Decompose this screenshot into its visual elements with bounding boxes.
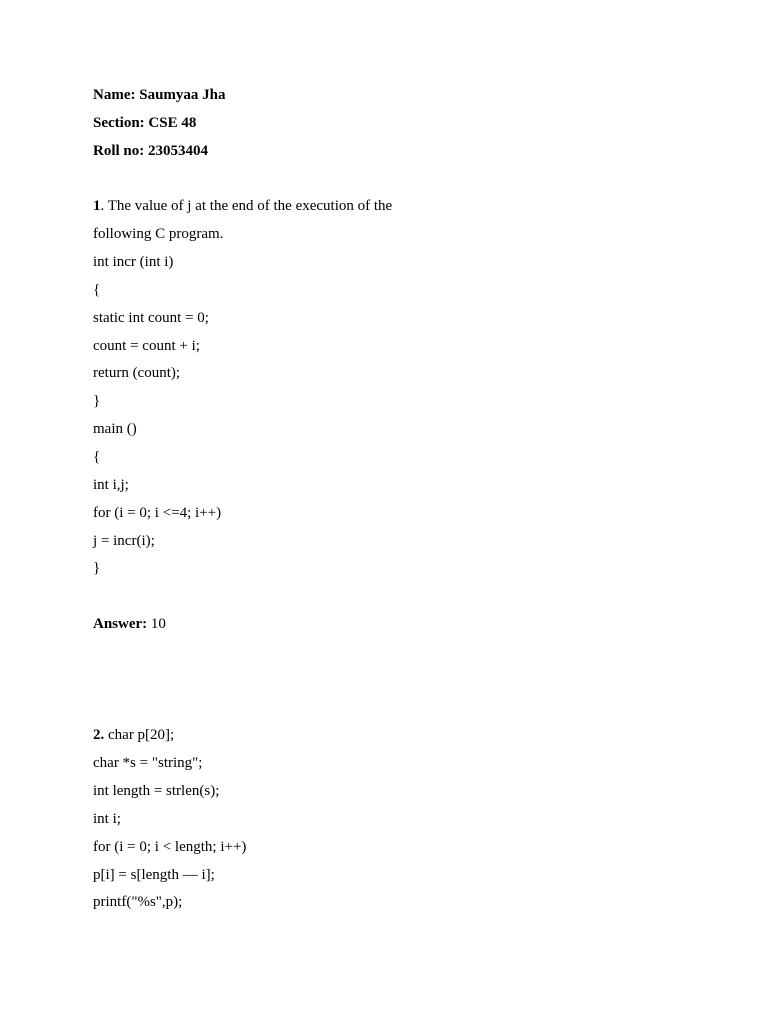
code-line: } bbox=[93, 393, 101, 410]
roll-line bbox=[93, 138, 693, 166]
q1-text-line2: following C program. bbox=[93, 226, 224, 243]
code-line: main () bbox=[93, 421, 137, 438]
code-line: int i; bbox=[93, 810, 121, 827]
code-line: static int count = 0; bbox=[93, 309, 209, 326]
answer-value: 10 bbox=[147, 616, 166, 633]
code-line: count = count + i; bbox=[93, 337, 200, 354]
code-line: char *s = "string"; bbox=[93, 755, 203, 772]
roll-label: Roll no: bbox=[93, 142, 145, 159]
spacer bbox=[93, 166, 693, 194]
code-line: return (count); bbox=[93, 365, 181, 382]
q1-text: . The value of j at the end of the execution of the bbox=[100, 198, 393, 215]
spacer bbox=[93, 583, 693, 611]
document-page bbox=[93, 82, 693, 917]
name-value: Saumyaa Jha bbox=[139, 87, 226, 103]
code-line: p[i] = s[length — i]; bbox=[93, 866, 215, 883]
name-label: Name: bbox=[93, 87, 136, 103]
answer-label: Answer: bbox=[93, 616, 148, 633]
code-line: for (i = 0; i < length; i++) bbox=[93, 838, 247, 855]
q1-answer-line bbox=[93, 611, 693, 639]
section-value: CSE 48 bbox=[148, 114, 197, 131]
code-line: { bbox=[93, 281, 101, 298]
code-line: for (i = 0; i <=4; i++) bbox=[93, 504, 222, 521]
section-line bbox=[93, 110, 693, 138]
name-line bbox=[93, 82, 693, 110]
code-line: printf("%s",p); bbox=[93, 894, 183, 911]
code-line: int incr (int i) bbox=[93, 254, 174, 271]
spacer bbox=[93, 639, 693, 723]
q2-first-code: char p[20]; bbox=[104, 727, 175, 744]
code-line: int length = strlen(s); bbox=[93, 783, 220, 800]
code-line: } bbox=[93, 560, 101, 577]
q1-code-block bbox=[93, 249, 693, 583]
code-line: int i,j; bbox=[93, 476, 129, 493]
code-line: { bbox=[93, 448, 101, 465]
q2-number: 2. bbox=[93, 727, 105, 744]
q2-first-line bbox=[93, 722, 693, 750]
roll-value: 23053404 bbox=[148, 142, 209, 159]
code-line: j = incr(i); bbox=[93, 532, 155, 549]
q2-code-block bbox=[93, 750, 693, 917]
q1-number: 1 bbox=[93, 198, 101, 215]
q1-text-line1 bbox=[93, 193, 693, 221]
section-label: Section: bbox=[93, 114, 145, 131]
